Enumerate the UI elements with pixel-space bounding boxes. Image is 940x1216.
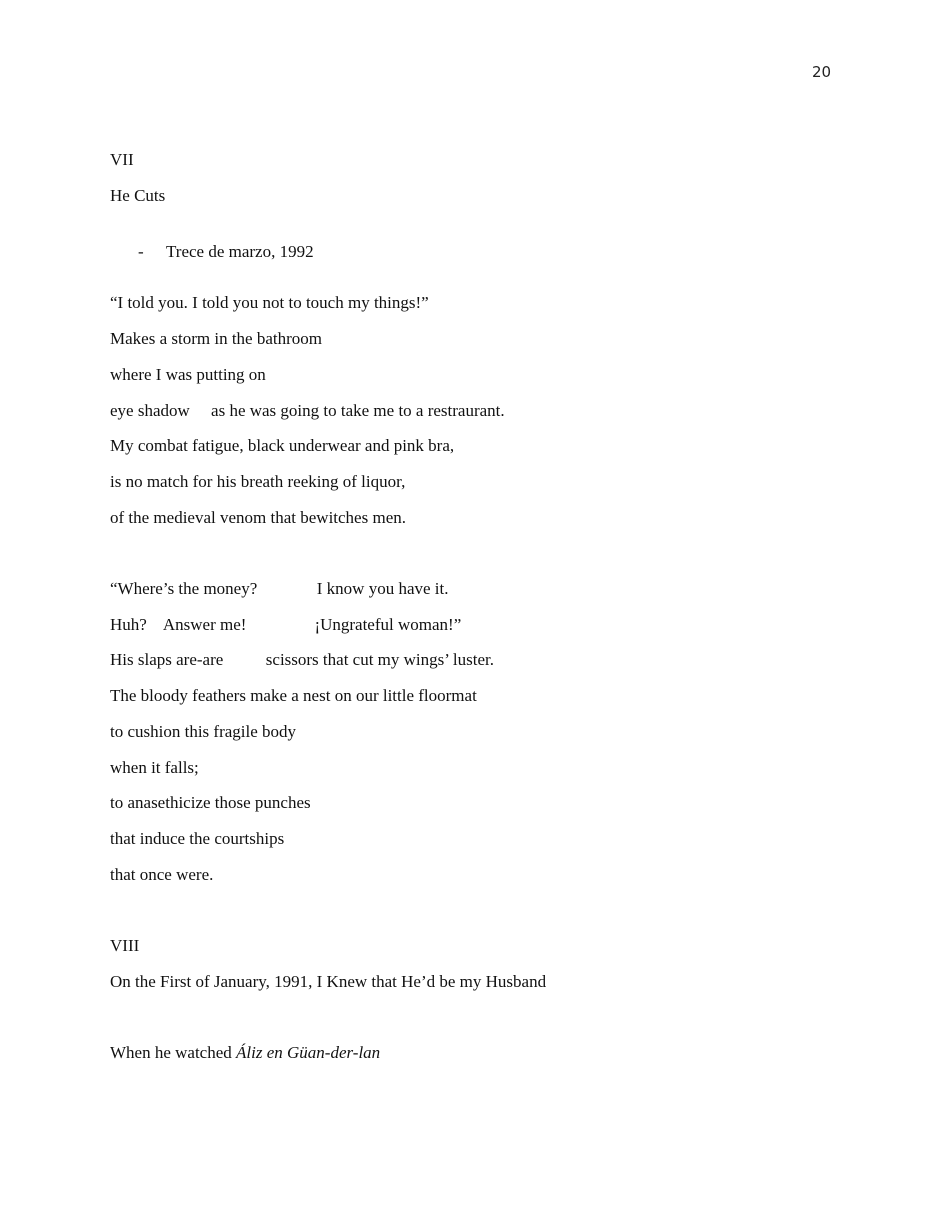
dedication [110,222,314,282]
poem-line: Makes a storm in the bathroom [110,329,322,348]
section-numeral: VIII [110,936,140,955]
poem-line: eye shadow as he was going to take me to a restraurant. [110,401,505,420]
poem-line: His slaps are-are scissors that cut my wings’ luster. [110,650,495,669]
poem-line: My combat fatigue, black underwear and pink bra, [110,436,455,455]
poem-line [110,1043,380,1063]
poem-line: “Where’s the money? I know you have it. [110,579,449,598]
poem-line: that once were. [110,865,214,884]
poem-line-plain: When he watched [110,1043,237,1062]
dedication-dash: - [138,242,144,261]
dedication-text: Trece de marzo, 1992 [166,242,314,261]
poem-line: where I was putting on [110,365,266,384]
poem-title: On the First of January, 1991, I Knew that He’d be my Husband [110,972,547,991]
page-number: 20 [812,63,832,81]
poem-line: to anasethicize those punches [110,793,311,812]
poem-line: The bloody feathers make a nest on our little floormat [110,686,477,705]
poem-line: that induce the courtships [110,829,285,848]
section-numeral: VII [110,150,134,169]
poem-line: when it falls; [110,758,199,777]
poem-line: to cushion this fragile body [110,722,297,741]
poem-line: Huh? Answer me! ¡Ungrateful woman!” [110,615,462,634]
poem-line-italic: Áliz en Güan-der-lan [236,1043,381,1062]
poem-line: is no match for his breath reeking of liquor, [110,472,406,491]
poem-line: of the medieval venom that bewitches men. [110,508,406,527]
poem-title: He Cuts [110,186,166,205]
poem-line: “I told you. I told you not to touch my things!” [110,293,429,312]
